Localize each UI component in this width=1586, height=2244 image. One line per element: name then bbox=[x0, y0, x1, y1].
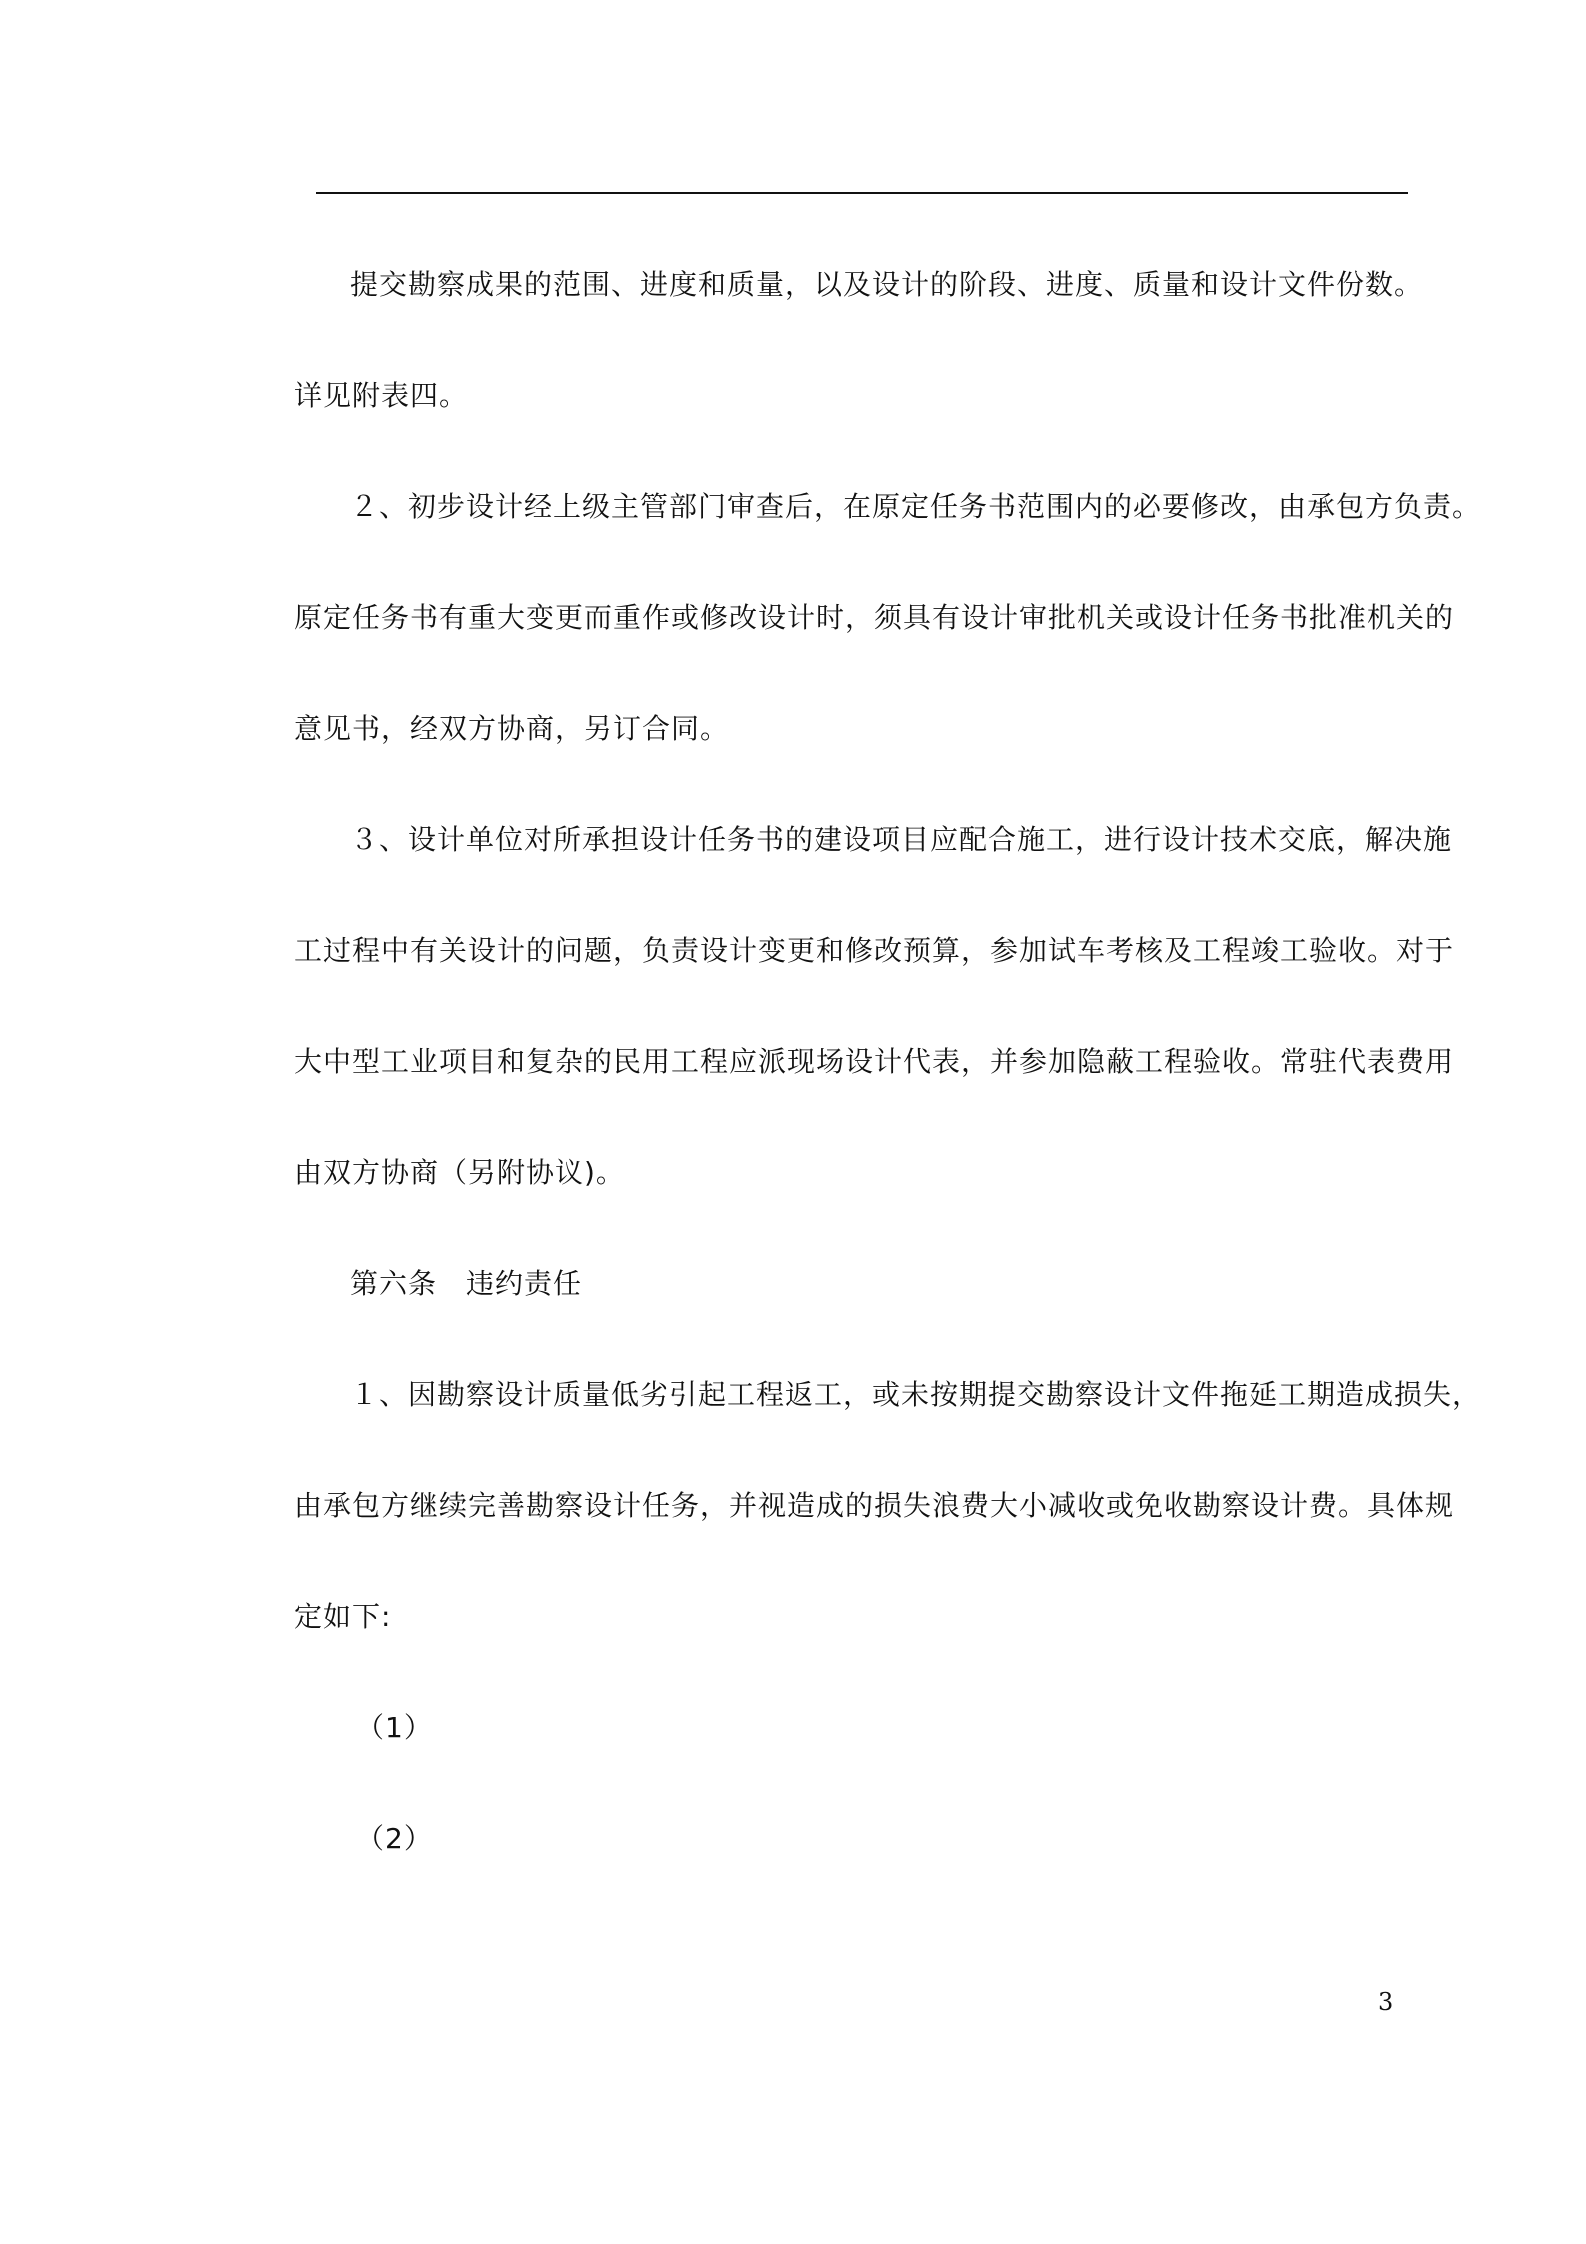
paragraph-line-8: 大中型工业项目和复杂的民用工程应派现场设计代表，并参加隐蔽工程验收。常驻代表费用 bbox=[294, 1045, 1455, 1078]
paragraph-line-13: 定如下: bbox=[294, 1600, 392, 1633]
paragraph-line-4: 原定任务书有重大变更而重作或修改设计时，须具有设计审批机关或设计任务书批准机关的 bbox=[294, 601, 1455, 634]
section-heading-article-6: 第六条 违约责任 bbox=[350, 1267, 583, 1300]
header-rule bbox=[316, 192, 1408, 194]
paragraph-line-5: 意见书，经双方协商，另订合同。 bbox=[294, 712, 730, 745]
paragraph-line-3: ２、初步设计经上级主管部门审查后，在原定任务书范围内的必要修改，由承包方负责。 bbox=[350, 490, 1482, 523]
paragraph-line-12: 由承包方继续完善勘察设计任务，并视造成的损失浪费大小减收或免收勘察设计费。具体规 bbox=[294, 1489, 1455, 1522]
paragraph-line-7: 工过程中有关设计的问题，负责设计变更和修改预算，参加试车考核及工程竣工验收。对于 bbox=[294, 934, 1455, 967]
paragraph-line-9: 由双方协商（另附协议)。 bbox=[294, 1156, 625, 1189]
paragraph-line-6: ３、设计单位对所承担设计任务书的建设项目应配合施工，进行设计技术交底，解决施 bbox=[350, 823, 1453, 856]
paragraph-line-11: １、因勘察设计质量低劣引起工程返工，或未按期提交勘察设计文件拖延工期造成损失， bbox=[350, 1378, 1482, 1411]
paragraph-line-2: 详见附表四。 bbox=[294, 379, 469, 412]
list-item-1: （1） bbox=[356, 1711, 433, 1744]
page-number: 3 bbox=[1378, 1988, 1394, 2016]
paragraph-line-1: 提交勘察成果的范围、进度和质量，以及设计的阶段、进度、质量和设计文件份数。 bbox=[350, 268, 1424, 301]
list-item-2: （2） bbox=[356, 1822, 433, 1855]
